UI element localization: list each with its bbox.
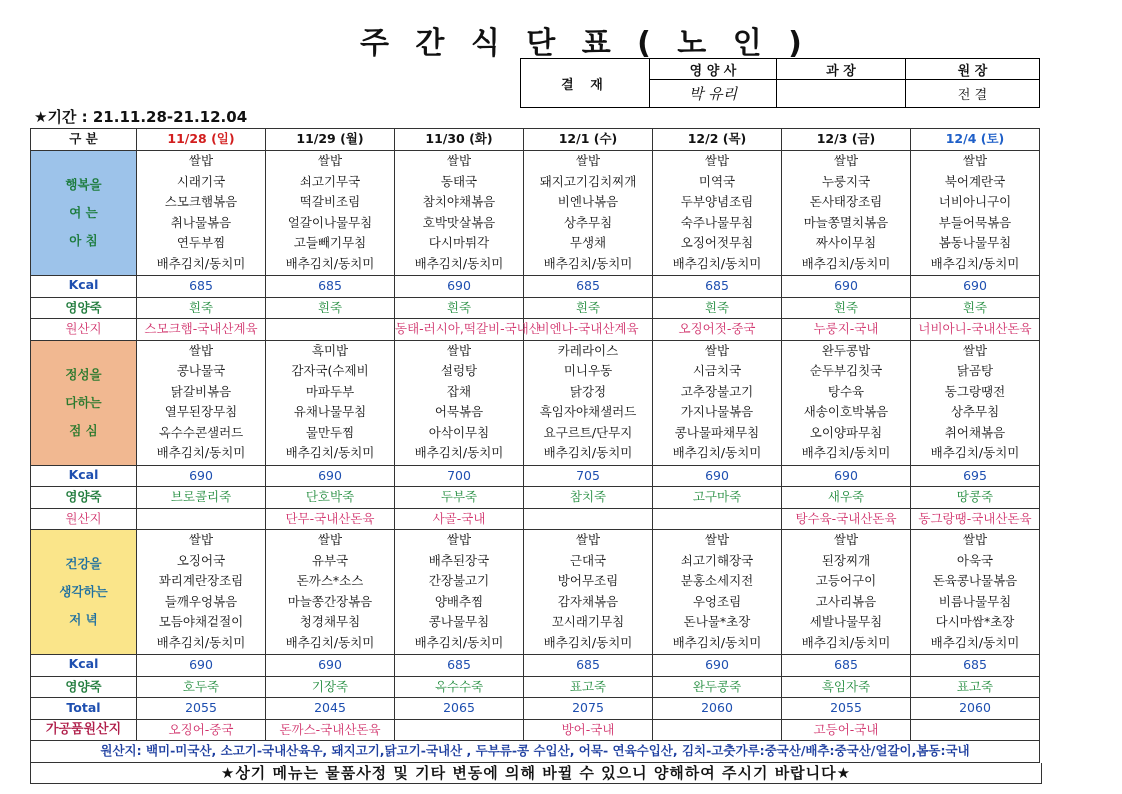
day-header: 11/28 (일) bbox=[137, 129, 266, 151]
dinner-menu-cell bbox=[395, 530, 524, 655]
dish-item: 배추김치/동치미 bbox=[543, 445, 633, 460]
dinner-label bbox=[31, 530, 137, 655]
dish-item: 쌀밥 bbox=[833, 153, 859, 168]
dinner-menu-cell bbox=[524, 530, 653, 655]
dish-item: 배추김치/동치미 bbox=[414, 445, 504, 460]
dish-item: 물만두찜 bbox=[305, 424, 355, 440]
approval-role-dietitian: 영 양 사 bbox=[650, 59, 777, 80]
lunch-menu-cell bbox=[911, 340, 1040, 465]
dish-item: 동태국 bbox=[440, 173, 478, 189]
breakfast-menu-row bbox=[31, 151, 1040, 276]
dish-item: 봄동나물무침 bbox=[938, 235, 1012, 250]
origin-value: 스모크햄-국내산계육 bbox=[137, 319, 266, 341]
kcal-value: 685 bbox=[524, 655, 653, 677]
lunch-menu-cell bbox=[137, 340, 266, 465]
dish-item: 근대국 bbox=[569, 552, 607, 568]
porridge-value: 호두죽 bbox=[137, 676, 266, 698]
dish-item: 카레라이스 bbox=[557, 342, 619, 358]
total-value: 2060 bbox=[911, 698, 1040, 720]
processed-origin-value: 오징어-중국 bbox=[137, 719, 266, 741]
porridge-value: 흰죽 bbox=[782, 297, 911, 319]
breakfast-menu-cell bbox=[911, 151, 1040, 276]
processed-origin-value: 고등어-국내 bbox=[782, 719, 911, 741]
day-header: 12/4 (토) bbox=[911, 129, 1040, 151]
dish-item: 간장불고기 bbox=[428, 573, 490, 588]
lunch-label-line: 점 심 bbox=[69, 422, 98, 438]
lunch-menu-cell bbox=[266, 340, 395, 465]
dish-item: 쌀밥 bbox=[188, 153, 214, 168]
dish-item: 열무된장무침 bbox=[164, 404, 238, 419]
breakfast-porridge-label: 영양죽 bbox=[31, 297, 137, 319]
day-header: 12/1 (수) bbox=[524, 129, 653, 151]
porridge-value: 옥수수죽 bbox=[395, 676, 524, 698]
dish-item: 비엔나볶음 bbox=[557, 194, 619, 209]
origin-value bbox=[524, 508, 653, 530]
dish-item: 아삭이무침 bbox=[428, 424, 490, 440]
lunch-kcal-row bbox=[31, 465, 1040, 487]
breakfast-kcal-row bbox=[31, 276, 1040, 298]
kcal-value: 690 bbox=[653, 465, 782, 487]
dish-item: 배추김치/동치미 bbox=[672, 255, 762, 271]
dish-item: 새송이호박볶음 bbox=[803, 404, 889, 419]
breakfast-menu-cell bbox=[137, 151, 266, 276]
dish-item: 미역국 bbox=[698, 173, 736, 189]
dish-item: 닭곰탕 bbox=[956, 363, 994, 378]
dinner-porridge-label: 영양죽 bbox=[31, 676, 137, 698]
dish-item: 참치야채볶음 bbox=[422, 194, 496, 209]
approval-signature-dietitian: 박 유리 bbox=[650, 80, 777, 108]
dish-item: 쌀밥 bbox=[188, 532, 214, 547]
dish-item: 시래기국 bbox=[176, 173, 226, 189]
dish-item: 쌀밥 bbox=[575, 153, 601, 168]
dish-item: 콩나물국 bbox=[176, 363, 226, 378]
dish-item: 배추김치/동치미 bbox=[543, 255, 633, 271]
approval-box bbox=[520, 58, 1040, 108]
dish-item: 닭강정 bbox=[569, 383, 607, 399]
dish-item: 호박맛살볶음 bbox=[422, 214, 496, 230]
dish-item: 오이양파무침 bbox=[809, 424, 883, 440]
dish-item: 배추김치/동치미 bbox=[543, 634, 633, 650]
dish-item: 상추무침 bbox=[563, 214, 613, 230]
dinner-label-line: 건강을 bbox=[65, 556, 102, 571]
dish-item: 마늘쫑간장볶음 bbox=[287, 593, 373, 609]
porridge-value: 두부죽 bbox=[395, 487, 524, 509]
dinner-kcal-label: Kcal bbox=[31, 655, 137, 677]
dinner-label-line: 생각하는 bbox=[59, 584, 108, 599]
header-label: 구 분 bbox=[31, 129, 137, 151]
origin-value bbox=[653, 508, 782, 530]
dish-item: 감자채볶음 bbox=[557, 593, 619, 609]
dish-item: 배추김치/동치미 bbox=[672, 445, 762, 460]
processed-origin-label: 가공품원산지 bbox=[31, 719, 137, 741]
dish-item: 동그랑땡전 bbox=[944, 383, 1006, 399]
dish-item: 쌀밥 bbox=[962, 342, 988, 358]
dish-item: 취나물볶음 bbox=[170, 214, 232, 230]
approval-role-manager: 과 장 bbox=[777, 59, 906, 80]
approval-signature-director: 전 결 bbox=[906, 80, 1040, 108]
dish-item: 쌀밥 bbox=[317, 153, 343, 168]
dish-item: 요구르트/단무지 bbox=[543, 424, 633, 440]
lunch-kcal-label: Kcal bbox=[31, 465, 137, 487]
origin-value: 너비아니-국내산돈육 bbox=[911, 319, 1040, 341]
dish-item: 쌀밥 bbox=[962, 532, 988, 547]
dish-item: 어묵볶음 bbox=[434, 404, 484, 419]
kcal-value: 690 bbox=[782, 276, 911, 298]
kcal-value: 695 bbox=[911, 465, 1040, 487]
dish-item: 감자국(수제비 bbox=[291, 363, 369, 378]
dish-item: 완두콩밥 bbox=[821, 342, 871, 358]
dish-item: 양배추찜 bbox=[434, 593, 484, 609]
kcal-value: 690 bbox=[137, 465, 266, 487]
dish-item: 쌀밥 bbox=[317, 532, 343, 547]
dish-item: 다시마튀각 bbox=[428, 235, 490, 250]
kcal-value: 690 bbox=[137, 655, 266, 677]
processed-origin-value bbox=[911, 719, 1040, 741]
kcal-value: 690 bbox=[266, 465, 395, 487]
origin-value: 비엔나-국내산계육 bbox=[524, 319, 653, 341]
kcal-value: 685 bbox=[653, 276, 782, 298]
dish-item: 오징어국 bbox=[176, 552, 226, 568]
total-value: 2045 bbox=[266, 698, 395, 720]
footer-notice: ★상기 메뉴는 물품사정 및 기타 변동에 의해 바뀔 수 있으니 양해하여 주시기 바랍니다★ bbox=[30, 763, 1042, 784]
dish-item: 옥수수콘샐러드 bbox=[158, 424, 244, 440]
lunch-label bbox=[31, 340, 137, 465]
porridge-value: 고구마죽 bbox=[653, 487, 782, 509]
kcal-value: 690 bbox=[911, 276, 1040, 298]
dish-item: 꽈리계란장조림 bbox=[158, 573, 244, 588]
dish-item: 꼬시래기무침 bbox=[551, 614, 625, 629]
porridge-value: 기장죽 bbox=[266, 676, 395, 698]
dish-item: 떡갈비조림 bbox=[299, 194, 361, 209]
dish-item: 마파두부 bbox=[305, 383, 355, 399]
dish-item: 유부국 bbox=[311, 552, 349, 568]
dish-item: 배추김치/동치미 bbox=[156, 445, 246, 460]
kcal-value: 705 bbox=[524, 465, 653, 487]
breakfast-label-line: 행복을 bbox=[65, 177, 102, 192]
lunch-menu-row bbox=[31, 340, 1040, 465]
kcal-value: 685 bbox=[911, 655, 1040, 677]
kcal-value: 685 bbox=[395, 655, 524, 677]
day-header: 12/3 (금) bbox=[782, 129, 911, 151]
dish-item: 스모크햄볶음 bbox=[164, 194, 238, 209]
dish-item: 배추김치/동치미 bbox=[414, 634, 504, 650]
breakfast-menu-cell bbox=[524, 151, 653, 276]
dish-item: 돈육콩나물볶음 bbox=[932, 573, 1018, 588]
dish-item: 상추무침 bbox=[950, 404, 1000, 419]
dish-item: 쌀밥 bbox=[833, 532, 859, 547]
origin-value: 단무-국내산돈육 bbox=[266, 508, 395, 530]
dish-item: 우엉조림 bbox=[692, 593, 742, 609]
dish-item: 세발나물무침 bbox=[809, 614, 883, 629]
lunch-label-line: 다하는 bbox=[65, 394, 102, 410]
day-header: 11/29 (월) bbox=[266, 129, 395, 151]
origin-note-row bbox=[31, 741, 1040, 763]
total-label: Total bbox=[31, 698, 137, 720]
dish-item: 가지나물볶음 bbox=[680, 404, 754, 419]
dish-item: 배추김치/동치미 bbox=[414, 255, 504, 271]
porridge-value: 완두콩죽 bbox=[653, 676, 782, 698]
dish-item: 방어무조림 bbox=[557, 573, 619, 588]
breakfast-label bbox=[31, 151, 137, 276]
dish-item: 비름나물무침 bbox=[938, 593, 1012, 609]
dish-item: 돈까스*소스 bbox=[296, 573, 364, 588]
dish-item: 아욱국 bbox=[956, 552, 994, 568]
dish-item: 무생채 bbox=[569, 235, 607, 250]
dish-item: 배추김치/동치미 bbox=[672, 634, 762, 650]
dish-item: 들깨우엉볶음 bbox=[164, 593, 238, 609]
dish-item: 설렁탕 bbox=[440, 363, 478, 378]
porridge-value: 브로콜리죽 bbox=[137, 487, 266, 509]
dish-item: 배추김치/동치미 bbox=[156, 255, 246, 271]
porridge-value: 흰죽 bbox=[524, 297, 653, 319]
origin-value bbox=[266, 319, 395, 341]
dish-item: 청경채무침 bbox=[299, 614, 361, 629]
dish-item: 연두부찜 bbox=[176, 235, 226, 250]
breakfast-origin-row bbox=[31, 319, 1040, 341]
menu-table bbox=[30, 128, 1040, 763]
breakfast-label-line: 여 는 bbox=[69, 205, 98, 220]
dish-item: 배추김치/동치미 bbox=[285, 634, 375, 650]
dish-item: 오징어젓무침 bbox=[680, 235, 754, 250]
dish-item: 마늘쫑멸치볶음 bbox=[803, 214, 889, 230]
dish-item: 북어계란국 bbox=[944, 173, 1006, 189]
dish-item: 유채나물무침 bbox=[293, 404, 367, 419]
porridge-value: 흰죽 bbox=[395, 297, 524, 319]
kcal-value: 685 bbox=[137, 276, 266, 298]
processed-origin-value: 돈까스-국내산돈육 bbox=[266, 719, 395, 741]
lunch-menu-cell bbox=[653, 340, 782, 465]
porridge-value: 흰죽 bbox=[137, 297, 266, 319]
dish-item: 미니우동 bbox=[563, 363, 613, 378]
breakfast-menu-cell bbox=[782, 151, 911, 276]
porridge-value: 새우죽 bbox=[782, 487, 911, 509]
dish-item: 쌀밥 bbox=[446, 532, 472, 547]
dish-item: 시금치국 bbox=[692, 363, 742, 378]
kcal-value: 685 bbox=[524, 276, 653, 298]
kcal-value: 690 bbox=[653, 655, 782, 677]
kcal-value: 690 bbox=[782, 465, 911, 487]
dish-item: 숙주나물무침 bbox=[680, 214, 754, 230]
day-header: 11/30 (화) bbox=[395, 129, 524, 151]
approval-label: 결 재 bbox=[521, 59, 650, 108]
lunch-origin-row bbox=[31, 508, 1040, 530]
dish-item: 콩나물무침 bbox=[428, 614, 490, 629]
dish-item: 쌀밥 bbox=[446, 342, 472, 358]
lunch-menu-cell bbox=[524, 340, 653, 465]
lunch-porridge-label: 영양죽 bbox=[31, 487, 137, 509]
dish-item: 돼지고기김치찌개 bbox=[539, 173, 637, 189]
kcal-value: 690 bbox=[266, 655, 395, 677]
dish-item: 두부양념조림 bbox=[680, 194, 754, 209]
dish-item: 배추김치/동치미 bbox=[801, 634, 891, 650]
breakfast-menu-cell bbox=[395, 151, 524, 276]
breakfast-label-line: 아 침 bbox=[69, 233, 98, 248]
period-label: ★기간 : 21.11.28-21.12.04 bbox=[34, 108, 248, 126]
breakfast-menu-cell bbox=[653, 151, 782, 276]
dish-item: 배추김치/동치미 bbox=[156, 634, 246, 650]
dish-item: 배추김치/동치미 bbox=[801, 445, 891, 460]
origin-value: 동태-러시아,떡갈비-국내산 bbox=[395, 319, 524, 341]
dish-item: 쇠고기무국 bbox=[299, 173, 361, 189]
lunch-label-line: 정성을 bbox=[65, 366, 102, 382]
page-title: 주 간 식 단 표 ( 노 인 ) bbox=[360, 26, 810, 61]
total-value: 2060 bbox=[653, 698, 782, 720]
porridge-value: 표고죽 bbox=[524, 676, 653, 698]
dish-item: 쌀밥 bbox=[188, 342, 214, 358]
dish-item: 쇠고기해장국 bbox=[680, 552, 754, 568]
breakfast-kcal-label: Kcal bbox=[31, 276, 137, 298]
dish-item: 탕수육 bbox=[827, 383, 865, 399]
dish-item: 짜사이무침 bbox=[815, 235, 877, 250]
origin-value: 사골-국내 bbox=[395, 508, 524, 530]
dish-item: 흑미밥 bbox=[311, 342, 349, 358]
breakfast-menu-cell bbox=[266, 151, 395, 276]
porridge-value: 흰죽 bbox=[266, 297, 395, 319]
processed-origin-value bbox=[395, 719, 524, 741]
dish-item: 배추김치/동치미 bbox=[285, 255, 375, 271]
dish-item: 콩나물파채무침 bbox=[674, 424, 760, 440]
dinner-kcal-row bbox=[31, 655, 1040, 677]
dinner-menu-cell bbox=[137, 530, 266, 655]
dish-item: 쌀밥 bbox=[962, 153, 988, 168]
total-value: 2065 bbox=[395, 698, 524, 720]
porridge-value: 땅콩죽 bbox=[911, 487, 1040, 509]
breakfast-porridge-row bbox=[31, 297, 1040, 319]
dish-item: 쌀밥 bbox=[704, 342, 730, 358]
dinner-porridge-row bbox=[31, 676, 1040, 698]
processed-origin-value: 방어-국내 bbox=[524, 719, 653, 741]
dish-item: 분홍소세지전 bbox=[680, 573, 754, 588]
day-header: 12/2 (목) bbox=[653, 129, 782, 151]
origin-value: 누룽지-국내 bbox=[782, 319, 911, 341]
dish-item: 모듬야채겉절이 bbox=[158, 614, 244, 629]
lunch-menu-cell bbox=[782, 340, 911, 465]
dinner-menu-cell bbox=[782, 530, 911, 655]
breakfast-origin-label: 원산지 bbox=[31, 319, 137, 341]
porridge-value: 참치죽 bbox=[524, 487, 653, 509]
dish-item: 배추김치/동치미 bbox=[801, 255, 891, 271]
dish-item: 쌀밥 bbox=[446, 153, 472, 168]
dish-item: 돈사태장조림 bbox=[809, 194, 883, 209]
approval-signature-manager bbox=[777, 80, 906, 108]
kcal-value: 685 bbox=[266, 276, 395, 298]
lunch-porridge-row bbox=[31, 487, 1040, 509]
dinner-menu-cell bbox=[266, 530, 395, 655]
dish-item: 고등어구이 bbox=[815, 573, 877, 588]
kcal-value: 700 bbox=[395, 465, 524, 487]
origin-value: 탕수육-국내산돈육 bbox=[782, 508, 911, 530]
dish-item: 배추김치/동치미 bbox=[285, 445, 375, 460]
origin-value bbox=[137, 508, 266, 530]
dish-item: 쌀밥 bbox=[704, 532, 730, 547]
porridge-value: 표고죽 bbox=[911, 676, 1040, 698]
porridge-value: 흰죽 bbox=[653, 297, 782, 319]
approval-role-director: 원 장 bbox=[906, 59, 1040, 80]
dish-item: 배추김치/동치미 bbox=[930, 255, 1020, 271]
dish-item: 쌀밥 bbox=[575, 532, 601, 547]
dish-item: 너비아니구이 bbox=[938, 194, 1012, 209]
dish-item: 흑임자야채샐러드 bbox=[539, 404, 637, 419]
dish-item: 순두부김칫국 bbox=[809, 363, 883, 378]
origin-value: 오징어젓-중국 bbox=[653, 319, 782, 341]
dish-item: 고추장불고기 bbox=[680, 383, 754, 399]
dish-item: 고사리볶음 bbox=[815, 593, 877, 609]
porridge-value: 단호박죽 bbox=[266, 487, 395, 509]
processed-origin-value bbox=[653, 719, 782, 741]
dish-item: 돈나물*초장 bbox=[683, 614, 751, 629]
header-row bbox=[31, 129, 1040, 151]
origin-note: 원산지: 백미-미국산, 소고기-국내산육우, 돼지고기,닭고기-국내산 , 두부류-콩 수입산, 어묵- 연육수입산, 김치-고춧가루:중국산/배추:중국산/얼갈이,봄동:국내 bbox=[31, 741, 1040, 763]
total-value: 2075 bbox=[524, 698, 653, 720]
origin-value: 동그랑땡-국내산돈육 bbox=[911, 508, 1040, 530]
dish-item: 쌀밥 bbox=[704, 153, 730, 168]
dish-item: 배추김치/동치미 bbox=[930, 445, 1020, 460]
dish-item: 고들빼기무침 bbox=[293, 235, 367, 250]
dinner-menu-row bbox=[31, 530, 1040, 655]
processed-origin-row bbox=[31, 719, 1040, 741]
dish-item: 된장찌개 bbox=[821, 552, 871, 568]
total-value: 2055 bbox=[782, 698, 911, 720]
lunch-menu-cell bbox=[395, 340, 524, 465]
total-row bbox=[31, 698, 1040, 720]
dish-item: 배추김치/동치미 bbox=[930, 634, 1020, 650]
porridge-value: 흑임자죽 bbox=[782, 676, 911, 698]
dish-item: 얼갈이나물무침 bbox=[287, 214, 373, 230]
dish-item: 부들어묵볶음 bbox=[938, 214, 1012, 230]
dish-item: 누룽지국 bbox=[821, 173, 871, 189]
dish-item: 다시마쌈*초장 bbox=[935, 614, 1015, 629]
kcal-value: 690 bbox=[395, 276, 524, 298]
porridge-value: 흰죽 bbox=[911, 297, 1040, 319]
kcal-value: 685 bbox=[782, 655, 911, 677]
dinner-label-line: 저 녁 bbox=[69, 612, 98, 627]
dinner-menu-cell bbox=[911, 530, 1040, 655]
total-value: 2055 bbox=[137, 698, 266, 720]
dish-item: 잡채 bbox=[446, 383, 472, 399]
dinner-menu-cell bbox=[653, 530, 782, 655]
dish-item: 배추된장국 bbox=[428, 552, 490, 568]
lunch-origin-label: 원산지 bbox=[31, 508, 137, 530]
dish-item: 닭갈비볶음 bbox=[170, 383, 232, 399]
dish-item: 취어채볶음 bbox=[944, 424, 1006, 440]
